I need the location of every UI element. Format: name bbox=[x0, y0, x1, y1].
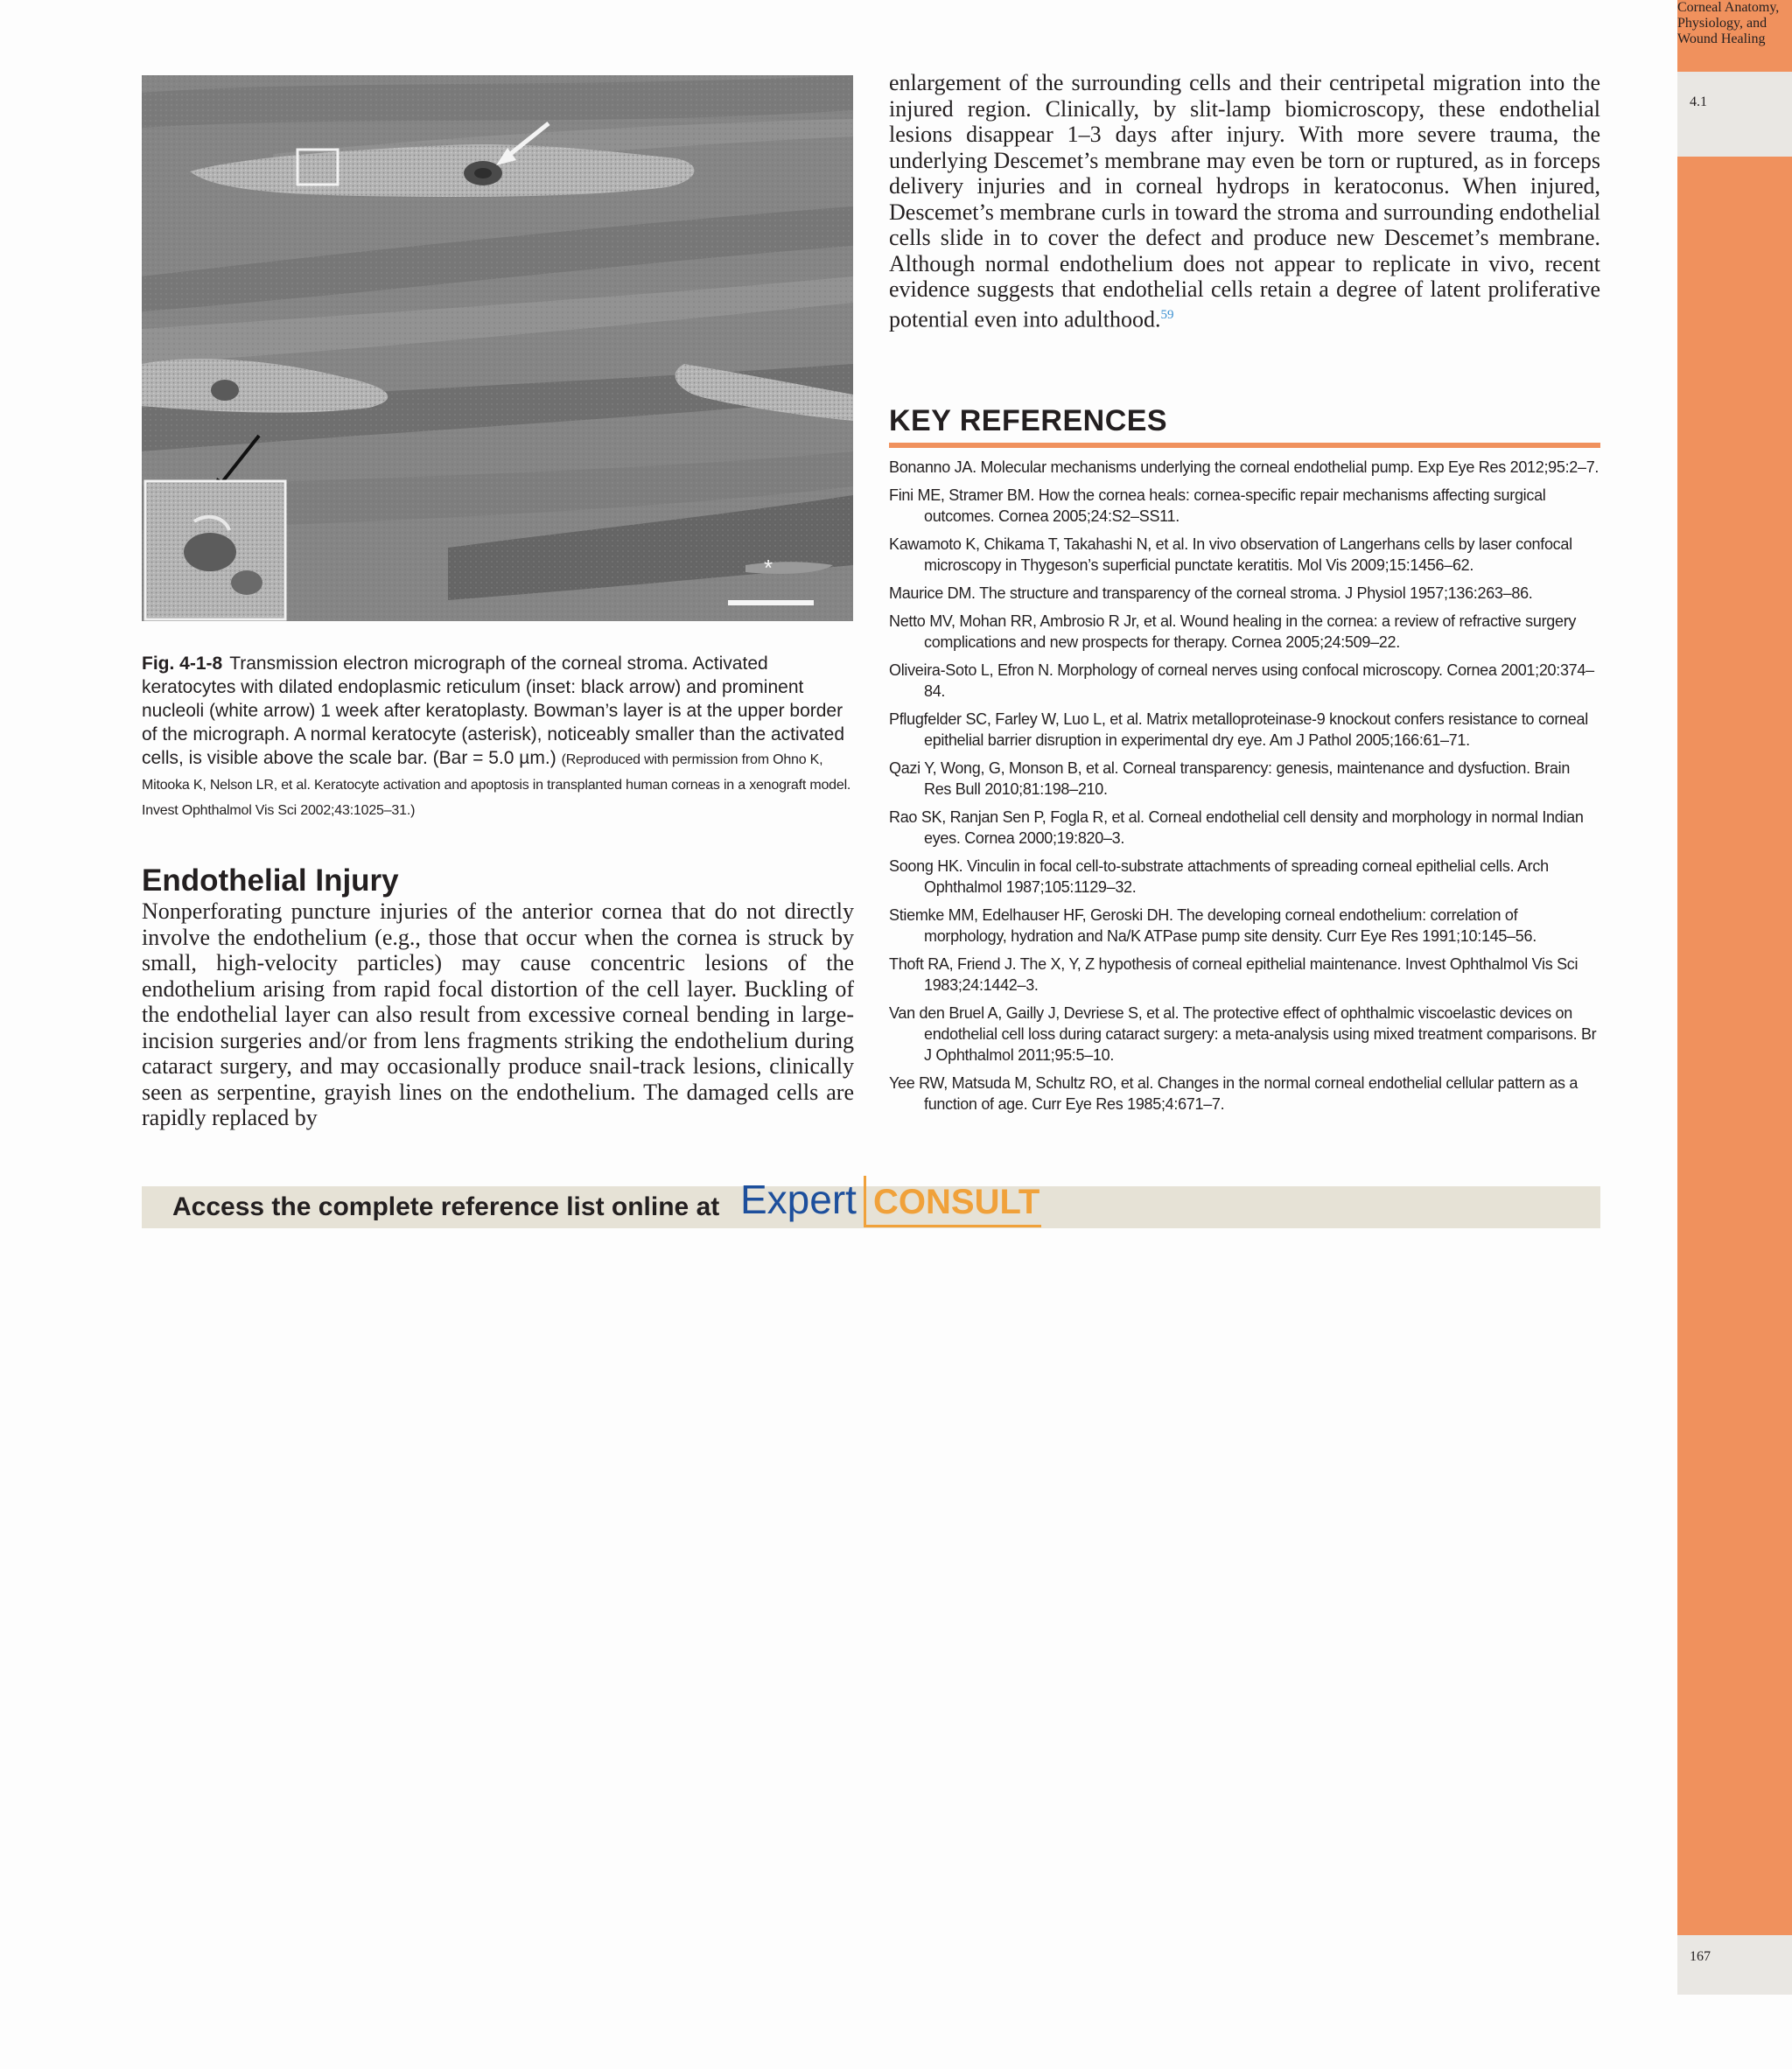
caption-text: Transmission electron micrograph of the corneal stroma. Activated keratocytes with dilated endoplasmic reticulum (inset: black arrow) and prominent nucleoli (white arrow) 1 week after keratoplasty. Bowman’s layer is at the upper border of the micrograph. A normal keratocyte (asterisk), noticeably smaller than the activated cells, is visible above the scale bar. (Bar = 5.0 µm.) bbox=[142, 654, 845, 768]
figure-caption bbox=[142, 652, 856, 822]
expert-consult-banner[interactable] bbox=[142, 1177, 1600, 1228]
reference-item: Stiemke MM, Edelhauser HF, Geroski DH. The developing corneal endothelium: correlation of morphology, hydration and Na/K ATPase pump site density. Curr Eye Res 1991;10:145–56. bbox=[889, 906, 1536, 945]
asterisk-marker: * bbox=[764, 555, 774, 581]
expert-logo-text: Expert bbox=[740, 1177, 857, 1222]
reference-item: Soong HK. Vinculin in focal cell-to-substrate attachments of spreading corneal epithelial cells. Arch Ophthalmol 1987;105:1129–32. bbox=[889, 857, 1549, 896]
reference-item: Qazi Y, Wong, G, Monson B, et al. Corneal transparency: genesis, maintenance and dysfuction. Brain Res Bull 2010;81:198–210. bbox=[889, 759, 1571, 798]
reference-item: Thoft RA, Friend J. The X, Y, Z hypothesis of corneal epithelial maintenance. Invest Ophthalmol Vis Sci 1983;24:1442–3. bbox=[889, 955, 1578, 994]
chapter-title: Corneal Anatomy, Physiology, and Wound Healing bbox=[1677, 0, 1780, 46]
continuation-text: enlargement of the surrounding cells and their centripetal migration into the injured region. Clinically, by slit-lamp biomicroscopy, these endothelial lesions disappear 1–3 days after injury. With more severe trauma, the underlying Descemet’s membrane may even be torn or ruptured, as in forceps delivery injuries and in corneal hydrops in keratoconus. When injured, Descemet’s membrane curls in toward the stroma and surrounding endothelial cells slide in to cover the defect and produce new Descemet’s membrane. Although normal endothelium does not appear to replicate in vivo, recent evidence suggests that endothelial cells retain a degree of latent proliferative potential even into adulthood. bbox=[889, 70, 1600, 332]
reference-item: Fini ME, Stramer BM. How the cornea heals: cornea-specific repair mechanisms affecting surgical outcomes. Cornea 2005;24:S2–SS11. bbox=[889, 486, 1546, 525]
banner-text: Access the complete reference list online at bbox=[172, 1192, 720, 1221]
reference-item: Kawamoto K, Chikama T, Takahashi N, et al. In vivo observation of Langerhans cells by laser confocal microscopy in Thygeson’s superficial punctate keratitis. Mol Vis 2009;15:1456–62. bbox=[889, 535, 1572, 574]
references-rule bbox=[889, 443, 1600, 448]
citation-superscript: 59 bbox=[1160, 307, 1174, 322]
micrograph-figure bbox=[142, 75, 853, 621]
section-number: 4.1 bbox=[1690, 94, 1707, 109]
reference-item: Maurice DM. The structure and transparency of the corneal stroma. J Physiol 1957;136:263–86. bbox=[889, 584, 1533, 602]
reference-item: Van den Bruel A, Gailly J, Devriese S, et al. The protective effect of ophthalmic viscoelastic devices on endothelial cell loss during cataract surgery: a meta-analysis using mixed treatment comparisons. Br J Ophthalmol 2011;95:5–10. bbox=[889, 1004, 1597, 1064]
reference-item: Oliveira-Soto L, Efron N. Morphology of corneal nerves using confocal microscopy. Cornea 2001;20:374–84. bbox=[889, 661, 1594, 700]
key-references-heading: KEY REFERENCES bbox=[889, 404, 1168, 437]
page-number: 167 bbox=[1690, 1949, 1711, 1964]
figure-label: Fig. 4-1-8 bbox=[142, 654, 223, 674]
consult-logo-text: CONSULT bbox=[873, 1183, 1040, 1221]
section-heading: Endothelial Injury bbox=[142, 863, 399, 898]
figure-credit: (Reproduced with permission from Ohno K, Mitooka K, Nelson LR, et al. Keratocyte activation and apoptosis in transplanted human corneas in a xenograft model. Invest Ophthalmol Vis Sci 2002;43:1025–31.) bbox=[142, 752, 851, 818]
reference-item: Netto MV, Mohan RR, Ambrosio R Jr, et al. Wound healing in the cornea: a review of refractive surgery complications and new prospects for therapy. Cornea 2005;24:509–22. bbox=[889, 612, 1577, 651]
chapter-title-vertical bbox=[1677, 0, 1792, 1995]
reference-item: Rao SK, Ranjan Sen P, Fogla R, et al. Corneal endothelial cell density and morphology in normal Indian eyes. Cornea 2000;19:820–3. bbox=[889, 808, 1584, 847]
micrograph-image bbox=[142, 75, 853, 621]
reference-item: Pflugfelder SC, Farley W, Luo L, et al. Matrix metalloproteinase-9 knockout confers resistance to corneal epithelial barrier disruption in experimental dry eye. Am J Pathol 2005;166:61–71. bbox=[889, 710, 1588, 749]
reference-list bbox=[889, 457, 1600, 1122]
section-body: Nonperforating puncture injuries of the anterior cornea that do not directly involve the endothelium (e.g., those that occur when the cornea is struck by small, high-velocity particles) may cause concentric lesions of the endothelium arising from rapid focal distortion of the cell layer. Buckling of the endothelial layer can also result from excessive corneal bending in large-incision surgeries and/or from lens fragments striking the endothelium during cataract surgery, and may occasionally produce snail-track lesions, clinically seen as serpentine, grayish lines on the endothelium. The damaged cells are rapidly replaced by bbox=[142, 898, 854, 1130]
reference-item: Bonanno JA. Molecular mechanisms underlying the corneal endothelial pump. Exp Eye Res 2012;95:2–7. bbox=[889, 458, 1600, 476]
reference-item: Yee RW, Matsuda M, Schultz RO, et al. Changes in the normal corneal endothelial cellular pattern as a function of age. Curr Eye Res 1985;4:671–7. bbox=[889, 1074, 1578, 1113]
continuation-body bbox=[889, 70, 1600, 332]
